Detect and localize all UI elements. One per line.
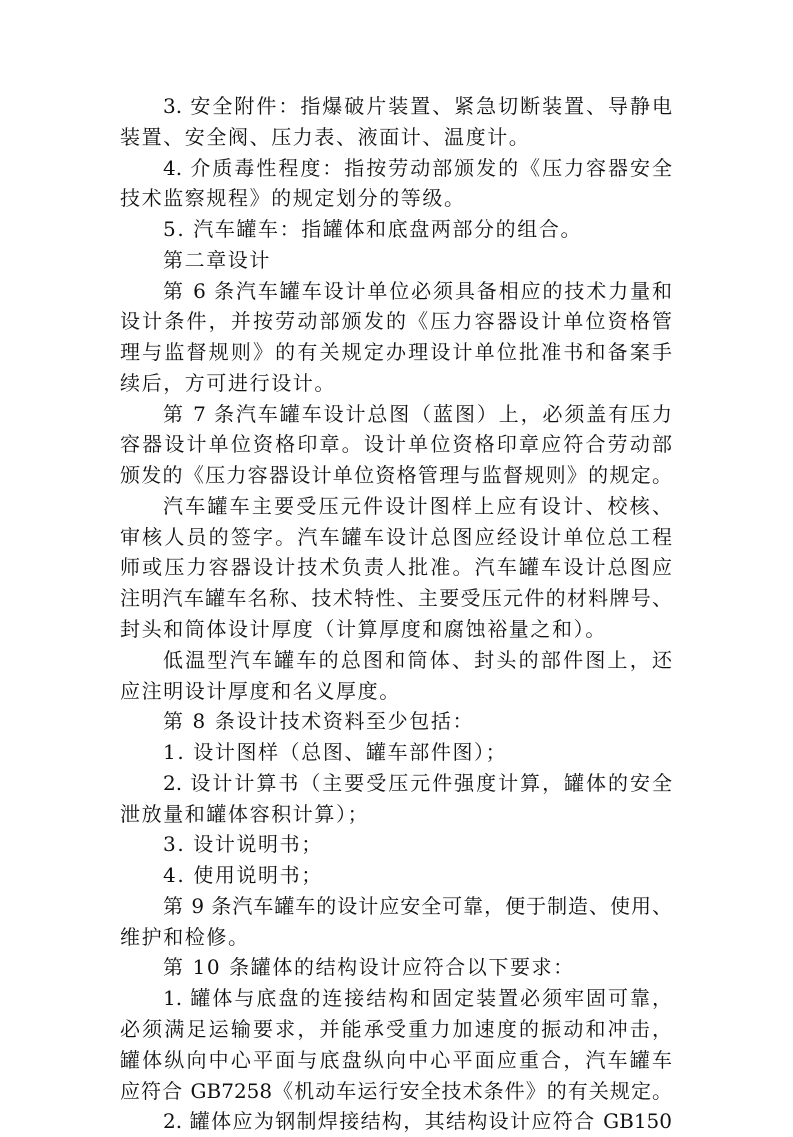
text-line: 封头和筒体设计厚度（计算厚度和腐蚀裕量之和）。 — [120, 617, 607, 642]
text-line: 颁发的《压力容器设计单位资格管理与监督规则》的规定。 — [120, 463, 672, 488]
text-line: 第 8 条设计技术资料至少包括： — [163, 709, 475, 734]
text-line: 第二章设计 — [163, 247, 271, 272]
text-line: 师或压力容器设计技术负责人批准。汽车罐车设计总图应 — [120, 555, 672, 580]
text-line: 3. 设计说明书； — [163, 832, 323, 857]
text-line: 1. 罐体与底盘的连接结构和固定装置必须牢固可靠， — [163, 986, 672, 1011]
text-line: 汽车罐车主要受压元件设计图样上应有设计、校核、 — [163, 493, 672, 518]
text-line: 4. 介质毒性程度：指按劳动部颁发的《压力容器安全 — [163, 155, 672, 180]
text-line: 第 6 条汽车罐车设计单位必须具备相应的技术力量和 — [163, 278, 672, 303]
text-line: 应符合 GB7258《机动车运行安全技术条件》的有关规定。 — [120, 1078, 672, 1103]
text-line: 技术监察规程》的规定划分的等级。 — [120, 186, 466, 211]
text-line: 2. 罐体应为钢制焊接结构，其结构设计应符合 GB150 — [163, 1109, 672, 1134]
text-line: 装置、安全阀、压力表、液面计、温度计。 — [120, 124, 531, 149]
text-line: 第 9 条汽车罐车的设计应安全可靠，便于制造、使用、 — [163, 893, 672, 918]
text-line: 1. 设计图样（总图、罐车部件图）； — [163, 740, 508, 765]
text-line: 审核人员的签字。汽车罐车设计总图应经设计单位总工程 — [120, 524, 672, 549]
text-line: 必须满足运输要求，并能承受重力加速度的振动和冲击， — [120, 1016, 672, 1041]
text-line: 5. 汽车罐车：指罐体和底盘两部分的组合。 — [163, 217, 583, 242]
text-line: 4. 使用说明书； — [163, 863, 323, 888]
document-page — [120, 91, 672, 1137]
text-line: 第 10 条罐体的结构设计应符合以下要求： — [163, 955, 575, 980]
text-line: 理与监督规则》的有关规定办理设计单位批准书和备案手 — [120, 340, 672, 365]
text-line: 维护和检修。 — [120, 924, 250, 949]
text-line: 3. 安全附件：指爆破片装置、紧急切断装置、导静电 — [163, 94, 672, 118]
text-line: 低温型汽车罐车的总图和筒体、封头的部件图上，还 — [163, 647, 672, 672]
text-line: 泄放量和罐体容积计算）； — [120, 801, 370, 826]
text-line: 罐体纵向中心平面与底盘纵向中心平面应重合，汽车罐车 — [120, 1047, 672, 1072]
text-line: 续后，方可进行设计。 — [120, 370, 336, 395]
text-line: 设计条件，并按劳动部颁发的《压力容器设计单位资格管 — [120, 309, 672, 334]
text-line: 2. 设计计算书（主要受压元件强度计算，罐体的安全 — [163, 770, 672, 795]
text-line: 容器设计单位资格印章。设计单位资格印章应符合劳动部 — [120, 432, 672, 457]
text-line: 应注明设计厚度和名义厚度。 — [120, 678, 401, 703]
text-line: 注明汽车罐车名称、技术特性、主要受压元件的材料牌号、 — [120, 586, 672, 611]
text-line: 第 7 条汽车罐车设计总图（蓝图）上，必须盖有压力 — [163, 401, 672, 426]
